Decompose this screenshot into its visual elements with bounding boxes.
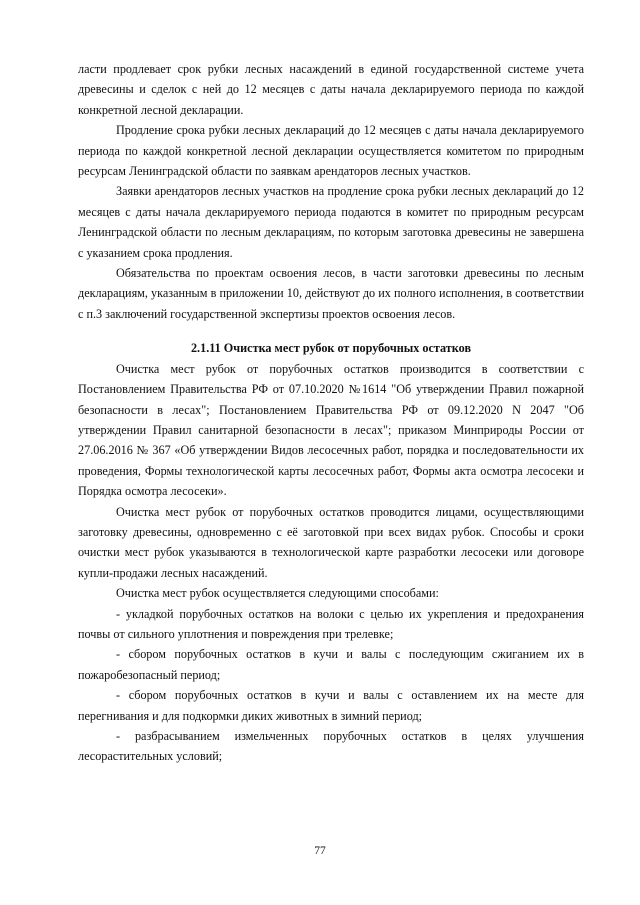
paragraph: Очистка мест рубок от порубочных остатков производится в соответствии с Постановлением Правительства РФ от 07.10.2020 №1614 "Об утверждении Правил пожарной безопасности в лесах"; Постановлением Правительства РФ от 09.12.2020 N 2047 "Об утверждении Правил санитарной безопасности в лесах"; приказом Минприроды России от 27.06.2016 № 367 «Об утверждении Видов лесосечных работ, порядка и последовательности их проведения, Формы технологической карты лесосечных работ, Формы акта осмотра лесосеки и Порядка осмотра лесосеки». bbox=[78, 361, 584, 499]
list-item: - разбрасыванием измельченных порубочных остатков в целях улучшения лесорастительных условий; bbox=[78, 729, 584, 764]
paragraph: ласти продлевает срок рубки лесных насаждений в единой государственной системе учета древесины и сделок с ней до 12 месяцев с даты начала декларируемого периода по каждой конкретной лесной декларации. bbox=[78, 62, 584, 117]
paragraph: Очистка мест рубок от порубочных остатков проводится лицами, осуществляющими заготовку древесины, одновременно с её заготовкой при всех видах рубок. Способы и сроки очистки мест рубок указываются в технологической карте разработки лесосеки или договоре купли-продажи лесных насаждений. bbox=[78, 504, 584, 580]
section-heading: 2.1.11 Очистка мест рубок от порубочных остатков bbox=[190, 341, 472, 356]
page-number: 77 bbox=[314, 845, 326, 857]
paragraph: Продление срока рубки лесных деклараций до 12 месяцев с даты начала декларируемого периода по каждой конкретной лесной декларации осуществляется комитетом по природным ресурсам Ленинградской области по заявкам арендаторов лесных участков. bbox=[78, 123, 584, 179]
paragraph: Обязательства по проектам освоения лесов, в части заготовки древесины по лесным декларациям, указанным в приложении 10, действуют до их полного исполнения, в соответствии с п.3 заключений государственной экспертизы проектов освоения лесов. bbox=[78, 266, 584, 321]
paragraph: Заявки арендаторов лесных участков на продление срока рубки лесных деклараций до 12 месяцев с даты начала декларируемого периода подаются в комитет по природным ресурсам Ленинградской области по лесным декларациям, по которым заготовка древесины не завершена с указанием срока продления. bbox=[78, 184, 584, 260]
list-item: - сбором порубочных остатков в кучи и валы с последующим сжиганием их в пожаробезопасный период; bbox=[78, 647, 584, 682]
list-item: - укладкой порубочных остатков на волоки с целью их укрепления и предохранения почвы от сильного уплотнения и повреждения при трелевке; bbox=[78, 606, 584, 641]
paragraph: Очистка мест рубок осуществляется следующими способами: bbox=[116, 586, 439, 601]
page-content bbox=[78, 59, 584, 767]
list-item: - сбором порубочных остатков в кучи и валы с оставлением их на месте для перегнивания и для подкормки диких животных в зимний период; bbox=[78, 688, 584, 723]
